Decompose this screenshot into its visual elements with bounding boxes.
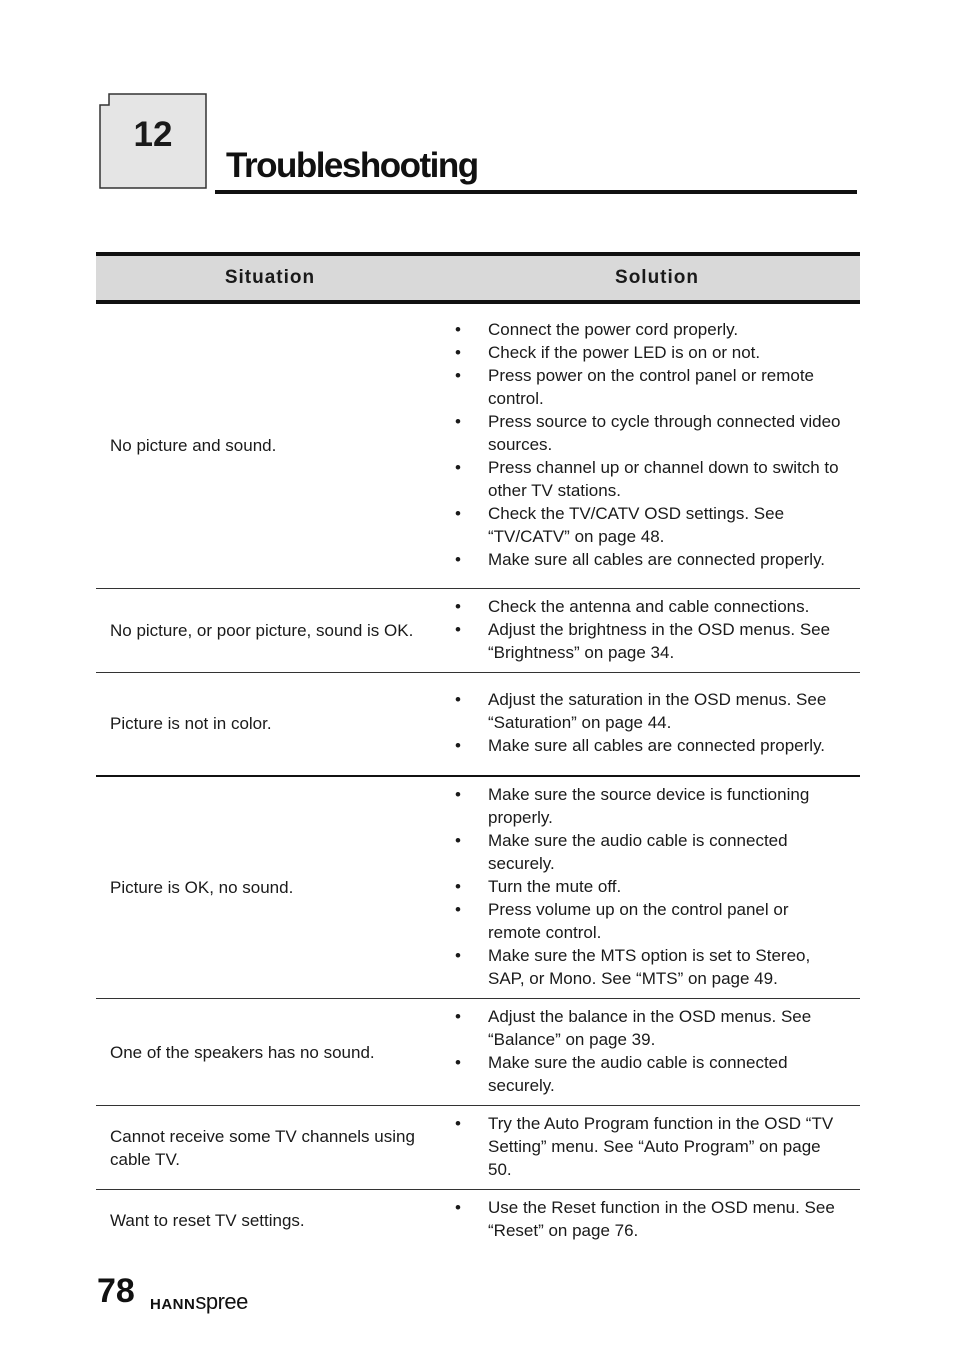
situation-cell: One of the speakers has no sound. [96,999,448,1106]
brand-bold: HANN [150,1296,196,1313]
solution-item: • Make sure the audio cable is connected securely. [448,1051,860,1097]
solution-list [448,783,860,990]
header-solution: Solution [448,254,860,302]
solution-cell [448,1106,860,1190]
solution-list [448,595,860,664]
chapter-tab [99,93,207,189]
situation-cell: No picture, or poor picture, sound is OK. [96,588,448,672]
solution-cell [448,776,860,999]
solution-item: • Check the TV/CATV OSD settings. See “TV/CATV” on page 48. [448,502,860,548]
table-row [96,999,860,1106]
table-row [96,1106,860,1190]
solution-item: • Make sure the source device is functioning properly. [448,783,860,829]
table-row [96,776,860,999]
solution-item: • Press source to cycle through connected video sources. [448,410,860,456]
situation-cell: Want to reset TV settings. [110,1210,305,1230]
solution-list [448,318,860,571]
solution-item: • Adjust the saturation in the OSD menus. See “Saturation” on page 44. [448,688,860,734]
solution-item: • Press channel up or channel down to switch to other TV stations. [448,456,860,502]
table-row [96,588,860,672]
solution-item: • Check the antenna and cable connections. [448,595,860,618]
situation-cell: Picture is not in color. [96,672,448,776]
solution-item: • Make sure all cables are connected properly. [448,734,860,757]
solution-list [448,1196,860,1242]
table-row [96,1190,860,1251]
solution-item: • Make sure the MTS option is set to Stereo, SAP, or Mono. See “MTS” on page 49. [448,944,860,990]
solution-list [448,1005,860,1097]
solution-item: • Adjust the balance in the OSD menus. See “Balance” on page 39. [448,1005,860,1051]
solution-item: • Turn the mute off. [448,875,860,898]
solution-item: • Use the Reset function in the OSD menu. See “Reset” on page 76. [448,1196,860,1242]
solution-item: • Adjust the brightness in the OSD menus. See “Brightness” on page 34. [448,618,860,664]
brand-logo [150,1289,248,1315]
solution-cell [448,1190,860,1251]
solution-item: • Try the Auto Program function in the OSD “TV Setting” menu. See “Auto Program” on page 50. [448,1112,860,1181]
solution-item: • Connect the power cord properly. [448,318,860,341]
solution-item: • Check if the power LED is on or not. [448,341,860,364]
chapter-title: Troubleshooting [226,146,478,185]
solution-list [448,1112,860,1181]
solution-item: • Make sure the audio cable is connected securely. [448,829,860,875]
title-rule [215,190,857,194]
solution-item: • Make sure all cables are connected properly. [448,548,860,571]
table-header-row [96,254,860,302]
solution-list [448,688,860,757]
solution-item: • Press volume up on the control panel or remote control. [448,898,860,944]
table-row [96,672,860,776]
header-situation: Situation [96,254,448,302]
troubleshooting-table [96,252,860,1250]
page-number: 78 [97,1272,135,1310]
brand-light: spree [195,1289,248,1314]
solution-cell [448,588,860,672]
chapter-number: 12 [133,115,173,154]
solution-item: • Press power on the control panel or remote control. [448,364,860,410]
solution-cell [448,302,860,588]
table-row [96,302,860,588]
solution-cell [448,672,860,776]
solution-cell [448,999,860,1106]
situation-cell: No picture and sound. [96,302,448,588]
situation-cell: Picture is OK, no sound. [96,776,448,999]
situation-cell: Cannot receive some TV channels using cable TV. [96,1106,448,1190]
